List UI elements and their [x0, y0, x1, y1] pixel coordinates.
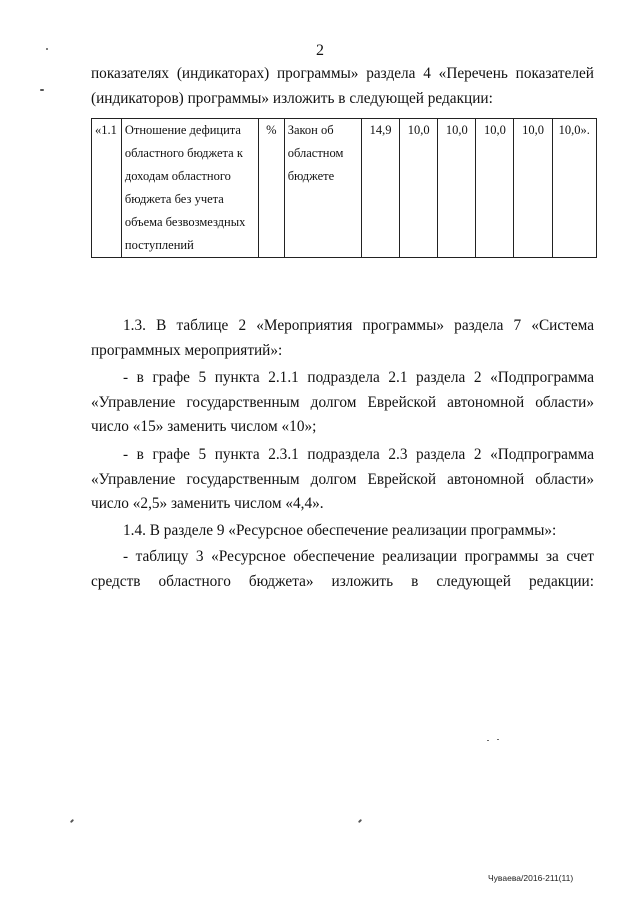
scan-speck [46, 48, 48, 50]
paragraph-2-1-1: - в графе 5 пункта 2.1.1 подраздела 2.1 раздела 2 «Подпрограмма «Управление государственным долгом Еврейской автономной области» число «15» заменить числом «10»; [91, 369, 594, 435]
intro-paragraph: показателях (индикаторах) программы» раздела 4 «Перечень показателей (индикаторов) программы» изложить в следующей редакции: [91, 65, 594, 107]
scan-speck [70, 819, 74, 823]
table-cell-value: 10,0 [476, 119, 514, 258]
footer-code: Чувaева/2016-211(11) [488, 873, 574, 883]
scan-speck [358, 819, 362, 823]
table-cell-indicator: Отношение дефицита областного бюджета к доходам областного бюджета без учета объема безвозмездных поступлений [121, 119, 258, 258]
table-row [92, 119, 597, 258]
paragraph-2-3-1: - в графе 5 пункта 2.3.1 подраздела 2.3 раздела 2 «Подпрограмма «Управление государственным долгом Еврейской автономной области» число «2,5» заменить числом «4,4». [91, 446, 594, 512]
table-cell-source: Закон об областном бюджете [284, 119, 361, 258]
table-cell-unit: % [258, 119, 284, 258]
scan-speck [497, 739, 499, 740]
indicators-table [91, 118, 597, 258]
table-cell-value: 10,0 [514, 119, 552, 258]
table-cell-value: 10,0». [552, 119, 596, 258]
scan-speck [40, 89, 44, 91]
table-cell-value: 14,9 [361, 119, 399, 258]
paragraph-1-3: 1.3. В таблице 2 «Мероприятия программы» раздела 7 «Система программных мероприятий»: [91, 317, 594, 359]
paragraph-1-4: 1.4. В разделе 9 «Ресурсное обеспечение реализации программы»: [123, 522, 557, 539]
scan-speck [487, 740, 489, 741]
table-cell-number: «1.1 [92, 119, 122, 258]
table-cell-value: 10,0 [400, 119, 438, 258]
paragraph-table-3: - таблицу 3 «Ресурсное обеспечение реализации программы за счет средств областного бюджета» изложить в следующей редакции: [91, 548, 594, 590]
page-number: 2 [316, 42, 324, 59]
table-cell-value: 10,0 [438, 119, 476, 258]
